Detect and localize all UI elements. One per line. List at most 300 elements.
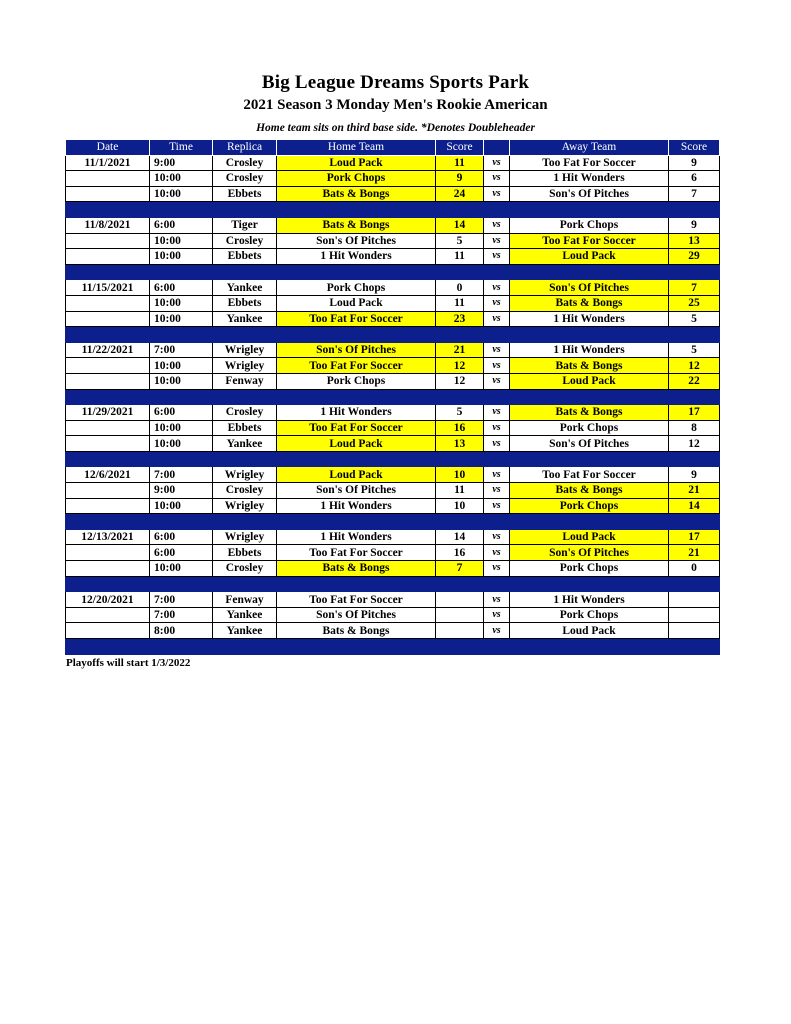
separator-cell	[669, 327, 720, 343]
home-team: Too Fat For Soccer	[277, 311, 436, 327]
vs-label: vs	[484, 545, 510, 561]
game-time: 10:00	[150, 561, 213, 577]
away-score: 25	[669, 295, 720, 311]
separator-cell	[510, 576, 669, 592]
separator-cell	[484, 264, 510, 280]
game-time: 9:00	[150, 155, 213, 171]
game-time: 7:00	[150, 607, 213, 623]
away-score: 6	[669, 171, 720, 187]
separator-cell	[150, 639, 213, 655]
away-score: 8	[669, 420, 720, 436]
vs-label: vs	[484, 186, 510, 202]
game-row	[66, 561, 720, 577]
home-team: Bats & Bongs	[277, 217, 436, 233]
game-replica: Crosley	[213, 155, 277, 171]
col-header-vs	[484, 140, 510, 156]
game-date: 11/29/2021	[66, 405, 150, 421]
game-date	[66, 483, 150, 499]
separator-cell	[66, 389, 150, 405]
away-score: 21	[669, 545, 720, 561]
separator-cell	[669, 451, 720, 467]
home-score	[436, 607, 484, 623]
game-time: 6:00	[150, 545, 213, 561]
game-replica: Wrigley	[213, 498, 277, 514]
week-separator	[66, 514, 720, 530]
separator-cell	[669, 202, 720, 218]
col-header-date: Date	[66, 140, 150, 156]
away-score: 22	[669, 373, 720, 389]
game-row	[66, 545, 720, 561]
vs-label: vs	[484, 623, 510, 639]
separator-cell	[669, 576, 720, 592]
home-score: 16	[436, 545, 484, 561]
home-score: 23	[436, 311, 484, 327]
away-score: 14	[669, 498, 720, 514]
game-row	[66, 311, 720, 327]
game-date	[66, 623, 150, 639]
week-separator	[66, 451, 720, 467]
game-date: 11/1/2021	[66, 155, 150, 171]
separator-cell	[150, 451, 213, 467]
separator-cell	[66, 451, 150, 467]
home-score: 10	[436, 498, 484, 514]
away-score: 12	[669, 358, 720, 374]
separator-cell	[213, 451, 277, 467]
col-header-home-score: Score	[436, 140, 484, 156]
home-team: Son's Of Pitches	[277, 233, 436, 249]
home-team: 1 Hit Wonders	[277, 498, 436, 514]
game-row	[66, 342, 720, 358]
away-score	[669, 592, 720, 608]
game-row	[66, 280, 720, 296]
game-time: 10:00	[150, 249, 213, 265]
home-score: 11	[436, 249, 484, 265]
schedule-body	[66, 155, 720, 654]
game-date: 12/13/2021	[66, 529, 150, 545]
game-replica: Crosley	[213, 171, 277, 187]
game-time: 10:00	[150, 186, 213, 202]
away-team: Son's Of Pitches	[510, 186, 669, 202]
week-separator	[66, 202, 720, 218]
game-replica: Crosley	[213, 405, 277, 421]
game-replica: Ebbets	[213, 420, 277, 436]
col-header-replica: Replica	[213, 140, 277, 156]
vs-label: vs	[484, 529, 510, 545]
game-date	[66, 233, 150, 249]
away-team: 1 Hit Wonders	[510, 592, 669, 608]
home-score: 10	[436, 467, 484, 483]
game-row	[66, 249, 720, 265]
page-title: Big League Dreams Sports Park	[261, 72, 530, 93]
separator-cell	[66, 639, 150, 655]
game-date	[66, 295, 150, 311]
vs-label: vs	[484, 483, 510, 499]
game-date: 12/6/2021	[66, 467, 150, 483]
separator-cell	[484, 576, 510, 592]
away-score: 21	[669, 483, 720, 499]
away-score	[669, 607, 720, 623]
away-score: 9	[669, 217, 720, 233]
home-team: Pork Chops	[277, 373, 436, 389]
home-team: Son's Of Pitches	[277, 607, 436, 623]
separator-cell	[484, 202, 510, 218]
game-time: 6:00	[150, 280, 213, 296]
game-replica: Crosley	[213, 233, 277, 249]
vs-label: vs	[484, 311, 510, 327]
game-row	[66, 405, 720, 421]
away-score: 17	[669, 529, 720, 545]
vs-label: vs	[484, 561, 510, 577]
separator-cell	[277, 389, 436, 405]
game-time: 7:00	[150, 467, 213, 483]
game-date	[66, 561, 150, 577]
game-time: 10:00	[150, 233, 213, 249]
playoffs-note: Playoffs will start 1/3/2022	[66, 657, 191, 669]
separator-cell	[510, 202, 669, 218]
header-row	[66, 140, 720, 156]
home-team: 1 Hit Wonders	[277, 249, 436, 265]
game-date	[66, 171, 150, 187]
home-score: 5	[436, 405, 484, 421]
separator-cell	[510, 389, 669, 405]
game-row	[66, 467, 720, 483]
game-date	[66, 186, 150, 202]
separator-cell	[213, 514, 277, 530]
game-date	[66, 358, 150, 374]
separator-cell	[436, 264, 484, 280]
game-time: 6:00	[150, 405, 213, 421]
separator-cell	[669, 264, 720, 280]
page-subtitle: 2021 Season 3 Monday Men's Rookie American	[243, 97, 548, 113]
home-score: 11	[436, 483, 484, 499]
separator-cell	[484, 514, 510, 530]
separator-cell	[436, 451, 484, 467]
game-row	[66, 623, 720, 639]
home-team: Son's Of Pitches	[277, 342, 436, 358]
game-date: 11/8/2021	[66, 217, 150, 233]
separator-cell	[669, 639, 720, 655]
home-team: Son's Of Pitches	[277, 483, 436, 499]
game-time: 9:00	[150, 483, 213, 499]
game-replica: Ebbets	[213, 295, 277, 311]
separator-cell	[150, 202, 213, 218]
away-team: Son's Of Pitches	[510, 545, 669, 561]
game-replica: Ebbets	[213, 186, 277, 202]
game-replica: Wrigley	[213, 529, 277, 545]
game-time: 10:00	[150, 358, 213, 374]
home-score: 14	[436, 529, 484, 545]
separator-cell	[436, 389, 484, 405]
game-date: 11/15/2021	[66, 280, 150, 296]
home-score	[436, 623, 484, 639]
home-score: 16	[436, 420, 484, 436]
away-score: 12	[669, 436, 720, 452]
separator-cell	[484, 639, 510, 655]
separator-cell	[510, 451, 669, 467]
week-separator	[66, 389, 720, 405]
separator-cell	[277, 264, 436, 280]
vs-label: vs	[484, 280, 510, 296]
game-replica: Wrigley	[213, 467, 277, 483]
separator-cell	[213, 639, 277, 655]
schedule-table	[65, 139, 720, 655]
home-team: Loud Pack	[277, 155, 436, 171]
home-team: Too Fat For Soccer	[277, 358, 436, 374]
separator-cell	[277, 576, 436, 592]
separator-cell	[150, 514, 213, 530]
away-team: Bats & Bongs	[510, 405, 669, 421]
away-team: 1 Hit Wonders	[510, 311, 669, 327]
separator-cell	[436, 327, 484, 343]
game-date	[66, 373, 150, 389]
game-replica: Ebbets	[213, 249, 277, 265]
vs-label: vs	[484, 373, 510, 389]
separator-cell	[213, 264, 277, 280]
separator-cell	[436, 639, 484, 655]
away-score: 5	[669, 311, 720, 327]
home-score: 9	[436, 171, 484, 187]
home-score: 13	[436, 436, 484, 452]
week-separator	[66, 639, 720, 655]
game-row	[66, 171, 720, 187]
game-date: 11/22/2021	[66, 342, 150, 358]
game-row	[66, 592, 720, 608]
away-team: Bats & Bongs	[510, 358, 669, 374]
vs-label: vs	[484, 155, 510, 171]
game-time: 6:00	[150, 217, 213, 233]
home-score: 11	[436, 295, 484, 311]
home-team: Bats & Bongs	[277, 186, 436, 202]
game-date	[66, 436, 150, 452]
away-team: Loud Pack	[510, 529, 669, 545]
week-separator	[66, 576, 720, 592]
vs-label: vs	[484, 436, 510, 452]
home-score: 14	[436, 217, 484, 233]
separator-cell	[150, 264, 213, 280]
away-team: Pork Chops	[510, 420, 669, 436]
separator-cell	[66, 514, 150, 530]
game-row	[66, 373, 720, 389]
col-header-away-team: Away Team	[510, 140, 669, 156]
separator-cell	[510, 639, 669, 655]
vs-label: vs	[484, 467, 510, 483]
separator-cell	[150, 576, 213, 592]
vs-label: vs	[484, 607, 510, 623]
game-row	[66, 233, 720, 249]
home-score: 12	[436, 373, 484, 389]
home-score: 7	[436, 561, 484, 577]
separator-cell	[510, 514, 669, 530]
away-team: Pork Chops	[510, 607, 669, 623]
separator-cell	[66, 264, 150, 280]
home-score: 21	[436, 342, 484, 358]
separator-cell	[510, 264, 669, 280]
separator-cell	[66, 327, 150, 343]
away-score: 13	[669, 233, 720, 249]
separator-cell	[277, 327, 436, 343]
game-row	[66, 295, 720, 311]
game-row	[66, 607, 720, 623]
game-time: 10:00	[150, 171, 213, 187]
away-team: 1 Hit Wonders	[510, 342, 669, 358]
game-time: 7:00	[150, 592, 213, 608]
away-score: 9	[669, 467, 720, 483]
home-score: 11	[436, 155, 484, 171]
home-team: Too Fat For Soccer	[277, 592, 436, 608]
away-team: Bats & Bongs	[510, 295, 669, 311]
home-score: 12	[436, 358, 484, 374]
game-time: 10:00	[150, 436, 213, 452]
vs-label: vs	[484, 295, 510, 311]
home-team: Bats & Bongs	[277, 623, 436, 639]
separator-cell	[277, 451, 436, 467]
game-row	[66, 483, 720, 499]
game-date	[66, 498, 150, 514]
separator-cell	[669, 389, 720, 405]
home-team: Too Fat For Soccer	[277, 545, 436, 561]
game-date	[66, 545, 150, 561]
home-team: Pork Chops	[277, 280, 436, 296]
separator-cell	[213, 327, 277, 343]
away-team: 1 Hit Wonders	[510, 171, 669, 187]
game-date	[66, 311, 150, 327]
game-replica: Wrigley	[213, 358, 277, 374]
game-replica: Fenway	[213, 373, 277, 389]
game-time: 8:00	[150, 623, 213, 639]
away-team: Too Fat For Soccer	[510, 467, 669, 483]
home-team: 1 Hit Wonders	[277, 529, 436, 545]
home-team: 1 Hit Wonders	[277, 405, 436, 421]
away-score: 5	[669, 342, 720, 358]
separator-cell	[213, 576, 277, 592]
away-team: Son's Of Pitches	[510, 280, 669, 296]
game-replica: Tiger	[213, 217, 277, 233]
separator-cell	[213, 202, 277, 218]
separator-cell	[510, 327, 669, 343]
separator-cell	[150, 327, 213, 343]
game-time: 10:00	[150, 373, 213, 389]
away-score: 9	[669, 155, 720, 171]
separator-cell	[484, 389, 510, 405]
game-replica: Crosley	[213, 483, 277, 499]
away-score: 17	[669, 405, 720, 421]
separator-cell	[66, 576, 150, 592]
away-team: Loud Pack	[510, 249, 669, 265]
col-header-home-team: Home Team	[277, 140, 436, 156]
home-team: Bats & Bongs	[277, 561, 436, 577]
away-team: Pork Chops	[510, 561, 669, 577]
game-row	[66, 155, 720, 171]
game-date	[66, 249, 150, 265]
schedule-note: Home team sits on third base side. *Denotes Doubleheader	[256, 122, 535, 134]
game-time: 6:00	[150, 529, 213, 545]
game-row	[66, 217, 720, 233]
vs-label: vs	[484, 217, 510, 233]
vs-label: vs	[484, 498, 510, 514]
separator-cell	[484, 327, 510, 343]
vs-label: vs	[484, 358, 510, 374]
game-row	[66, 529, 720, 545]
separator-cell	[277, 514, 436, 530]
away-score: 29	[669, 249, 720, 265]
game-replica: Yankee	[213, 623, 277, 639]
home-team: Loud Pack	[277, 436, 436, 452]
home-score: 5	[436, 233, 484, 249]
game-replica: Yankee	[213, 280, 277, 296]
game-date	[66, 420, 150, 436]
week-separator	[66, 264, 720, 280]
col-header-time: Time	[150, 140, 213, 156]
game-time: 10:00	[150, 420, 213, 436]
separator-cell	[436, 514, 484, 530]
game-time: 7:00	[150, 342, 213, 358]
game-row	[66, 358, 720, 374]
vs-label: vs	[484, 233, 510, 249]
game-time: 10:00	[150, 295, 213, 311]
game-replica: Wrigley	[213, 342, 277, 358]
game-date	[66, 607, 150, 623]
away-team: Too Fat For Soccer	[510, 233, 669, 249]
game-date: 12/20/2021	[66, 592, 150, 608]
game-time: 10:00	[150, 498, 213, 514]
home-score: 0	[436, 280, 484, 296]
vs-label: vs	[484, 171, 510, 187]
col-header-away-score: Score	[669, 140, 720, 156]
vs-label: vs	[484, 249, 510, 265]
away-team: Pork Chops	[510, 217, 669, 233]
away-team: Too Fat For Soccer	[510, 155, 669, 171]
separator-cell	[436, 576, 484, 592]
game-time: 10:00	[150, 311, 213, 327]
home-team: Loud Pack	[277, 295, 436, 311]
separator-cell	[669, 514, 720, 530]
game-row	[66, 436, 720, 452]
game-row	[66, 498, 720, 514]
away-team: Loud Pack	[510, 623, 669, 639]
away-team: Bats & Bongs	[510, 483, 669, 499]
away-score: 0	[669, 561, 720, 577]
away-team: Pork Chops	[510, 498, 669, 514]
home-score	[436, 592, 484, 608]
game-replica: Fenway	[213, 592, 277, 608]
vs-label: vs	[484, 342, 510, 358]
game-replica: Yankee	[213, 311, 277, 327]
away-score: 7	[669, 186, 720, 202]
away-team: Loud Pack	[510, 373, 669, 389]
away-score	[669, 623, 720, 639]
away-score: 7	[669, 280, 720, 296]
home-team: Pork Chops	[277, 171, 436, 187]
home-team: Too Fat For Soccer	[277, 420, 436, 436]
game-replica: Ebbets	[213, 545, 277, 561]
vs-label: vs	[484, 405, 510, 421]
vs-label: vs	[484, 592, 510, 608]
home-team: Loud Pack	[277, 467, 436, 483]
game-replica: Crosley	[213, 561, 277, 577]
game-replica: Yankee	[213, 436, 277, 452]
game-row	[66, 420, 720, 436]
game-row	[66, 186, 720, 202]
week-separator	[66, 327, 720, 343]
home-score: 24	[436, 186, 484, 202]
separator-cell	[484, 451, 510, 467]
vs-label: vs	[484, 420, 510, 436]
separator-cell	[277, 639, 436, 655]
separator-cell	[213, 389, 277, 405]
separator-cell	[277, 202, 436, 218]
game-replica: Yankee	[213, 607, 277, 623]
away-team: Son's Of Pitches	[510, 436, 669, 452]
